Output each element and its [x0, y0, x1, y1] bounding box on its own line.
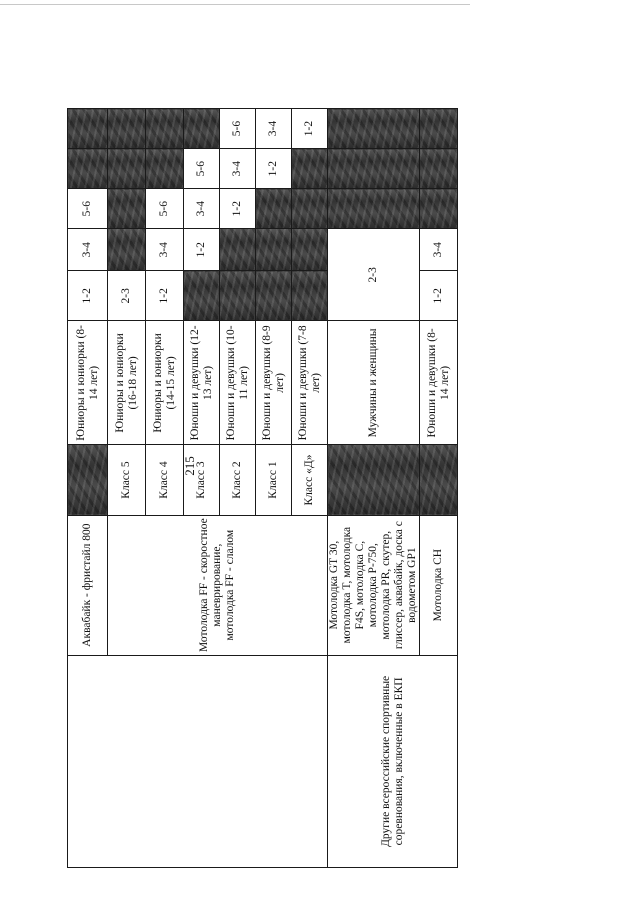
place-cell-dark	[68, 109, 108, 149]
discipline-cell: Аквабайк - фристайл 800	[68, 515, 108, 655]
place-cell: 5-6	[220, 109, 256, 149]
place-cell-dark	[420, 109, 458, 149]
group-cell: Другие всероссийские спортивные соревнования, включенные в ЕКП	[328, 655, 458, 867]
age-cell: Юноши и девушки (7-8 лет)	[292, 321, 328, 445]
place-cell-dark	[108, 149, 146, 189]
discipline-cell: Мотолодка FF - скоростное маневрирование, мотолодка FF - слалом	[108, 515, 328, 655]
place-cell-dark	[220, 229, 256, 271]
table-row	[68, 109, 108, 868]
place-cell: 3-4	[68, 229, 108, 271]
place-cell: 3-4	[146, 229, 184, 271]
group-cell-empty	[68, 655, 328, 867]
place-cell: 1-2	[220, 189, 256, 229]
place-cell-dark	[108, 229, 146, 271]
place-cell-dark	[184, 109, 220, 149]
age-cell: Юноши и девушки (12-13 лет)	[184, 321, 220, 445]
place-cell-dark	[328, 149, 420, 189]
place-cell: 5-6	[68, 189, 108, 229]
place-cell-dark	[68, 149, 108, 189]
place-cell-dark	[256, 229, 292, 271]
rotated-table-page	[67, 108, 451, 868]
place-cell: 5-6	[184, 149, 220, 189]
place-cell-dark	[420, 189, 458, 229]
place-cell-dark	[108, 109, 146, 149]
page-number: 215	[181, 456, 197, 476]
place-cell: 2-3	[328, 229, 420, 321]
age-cell: Юноши и девушки (8-9 лет)	[256, 321, 292, 445]
discipline-cell: Мотолодка CH	[420, 515, 458, 655]
place-cell: 1-2	[146, 271, 184, 321]
place-cell: 1-2	[68, 271, 108, 321]
age-cell: Юниоры и юниорки (14-15 лет)	[146, 321, 184, 445]
place-cell-dark	[292, 149, 328, 189]
place-cell-dark	[420, 149, 458, 189]
place-cell-dark	[146, 149, 184, 189]
age-cell: Мужчины и женщины	[328, 321, 420, 445]
class-cell: Класс 4	[146, 445, 184, 515]
place-cell-dark	[256, 189, 292, 229]
place-cell-dark	[146, 109, 184, 149]
scan-top-line	[0, 4, 470, 5]
place-cell: 3-4	[256, 109, 292, 149]
age-cell: Юниоры и юниорки (8-14 лет)	[68, 321, 108, 445]
place-cell-dark	[220, 271, 256, 321]
class-cell-dark	[328, 445, 420, 515]
place-cell: 5-6	[146, 189, 184, 229]
place-cell-dark	[256, 271, 292, 321]
place-cell-dark	[292, 189, 328, 229]
class-cell: Класс 3	[184, 445, 220, 515]
age-cell: Юноши и девушки (10-11 лет)	[220, 321, 256, 445]
place-cell: 3-4	[220, 149, 256, 189]
place-cell: 1-2	[256, 149, 292, 189]
class-cell: Класс 5	[108, 445, 146, 515]
discipline-cell: Мотолодка GT 30, мотолодка T, мотолодка F4S, мотолодка C, мотолодка P-750, мотолодка PR, скутер, глиссер, аквабайк, доска с водометом GP1	[328, 515, 420, 655]
table-row	[328, 109, 420, 868]
class-cell: Класс 1	[256, 445, 292, 515]
place-cell-dark	[292, 271, 328, 321]
place-cell-dark	[292, 229, 328, 271]
class-cell: Класс 2	[220, 445, 256, 515]
place-cell-dark	[184, 271, 220, 321]
place-cell-dark	[328, 109, 420, 149]
class-cell-dark	[420, 445, 458, 515]
class-cell: Класс «Д»	[292, 445, 328, 515]
place-cell: 1-2	[184, 229, 220, 271]
class-cell-dark	[68, 445, 108, 515]
place-cell: 3-4	[420, 229, 458, 271]
place-cell: 3-4	[184, 189, 220, 229]
classification-table	[67, 108, 458, 868]
place-cell-dark	[108, 189, 146, 229]
place-cell: 1-2	[292, 109, 328, 149]
age-cell: Юноши и девушки (8-14 лет)	[420, 321, 458, 445]
place-cell: 1-2	[420, 271, 458, 321]
place-cell-dark	[328, 189, 420, 229]
place-cell: 2-3	[108, 271, 146, 321]
age-cell: Юниоры и юниорки (16-18 лет)	[108, 321, 146, 445]
